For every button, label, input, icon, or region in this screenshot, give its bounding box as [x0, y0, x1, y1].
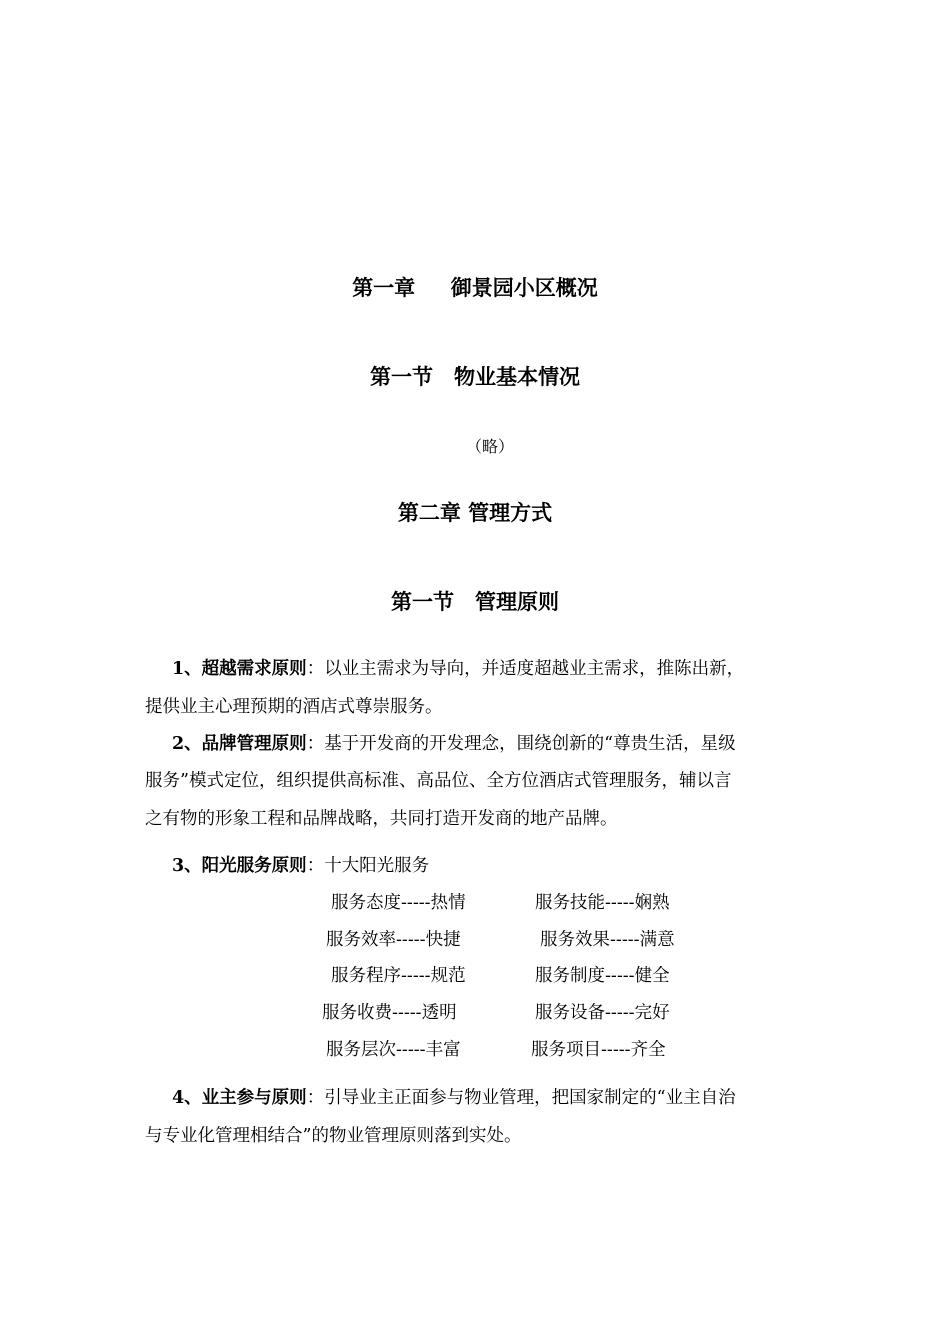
- principle-3-colon: ：: [306, 856, 325, 876]
- principle-1-text-1: 以业主需求为导向，并适度超越业主需求，推陈出新，: [324, 659, 745, 679]
- principle-2-line-1: [172, 731, 842, 757]
- principle-4-heading: 4、业主参与原则: [172, 1088, 307, 1108]
- principle-1-line-2: 提供业主心理预期的酒店式尊崇服务。: [145, 697, 443, 717]
- service-item: 服务程序-----规范: [331, 966, 466, 986]
- principle-3-text-1: 十大阳光服务: [324, 856, 430, 876]
- principle-2-heading: 2、品牌管理原则: [172, 734, 307, 754]
- principle-3-heading: 3、阳光服务原则: [172, 856, 307, 876]
- service-item: 服务项目-----齐全: [531, 1040, 666, 1060]
- service-item: 服务设备-----完好: [535, 1003, 670, 1023]
- chapter-2-title: 第二章 管理方式: [397, 501, 553, 525]
- principle-2-line-2: 服务”模式定位，组织提供高标准、高品位、全方位酒店式管理服务，辅以言: [145, 771, 732, 791]
- service-item: 服务效率-----快捷: [326, 930, 461, 950]
- service-item: 服务效果-----满意: [540, 930, 675, 950]
- service-item: 服务收费-----透明: [322, 1003, 457, 1023]
- principle-2-text-1: 基于开发商的开发理念，围绕创新的“尊贵生活，星级: [324, 734, 736, 754]
- principle-4-text-1: 引导业主正面参与物业管理，把国家制定的“业主自治: [324, 1088, 736, 1108]
- principle-1-line-1: [172, 656, 842, 682]
- service-item: 服务层次-----丰富: [326, 1040, 461, 1060]
- principle-1-heading: 1、超越需求原则: [172, 659, 307, 679]
- service-item: 服务态度-----热情: [331, 893, 466, 913]
- section-1-1-title: 第一节 物业基本情况: [370, 365, 580, 389]
- principle-3-line-1: [172, 853, 842, 879]
- principle-2-colon: ：: [306, 734, 325, 754]
- service-item: 服务制度-----健全: [535, 966, 670, 986]
- principle-4-colon: ：: [306, 1088, 325, 1108]
- principle-4-line-2: 与专业化管理相结合”的物业管理原则落到实处。: [145, 1126, 522, 1146]
- section-2-1-title: 第一节 管理原则: [391, 590, 559, 614]
- principle-4-line-1: [172, 1085, 842, 1111]
- principle-1-colon: ：: [306, 659, 325, 679]
- section-1-1-note: （略）: [465, 437, 514, 456]
- principle-2-line-3: 之有物的形象工程和品牌战略，共同打造开发商的地产品牌。: [145, 809, 618, 829]
- service-item: 服务技能-----娴熟: [535, 893, 670, 913]
- chapter-1-title: 第一章 御景园小区概况: [352, 276, 598, 300]
